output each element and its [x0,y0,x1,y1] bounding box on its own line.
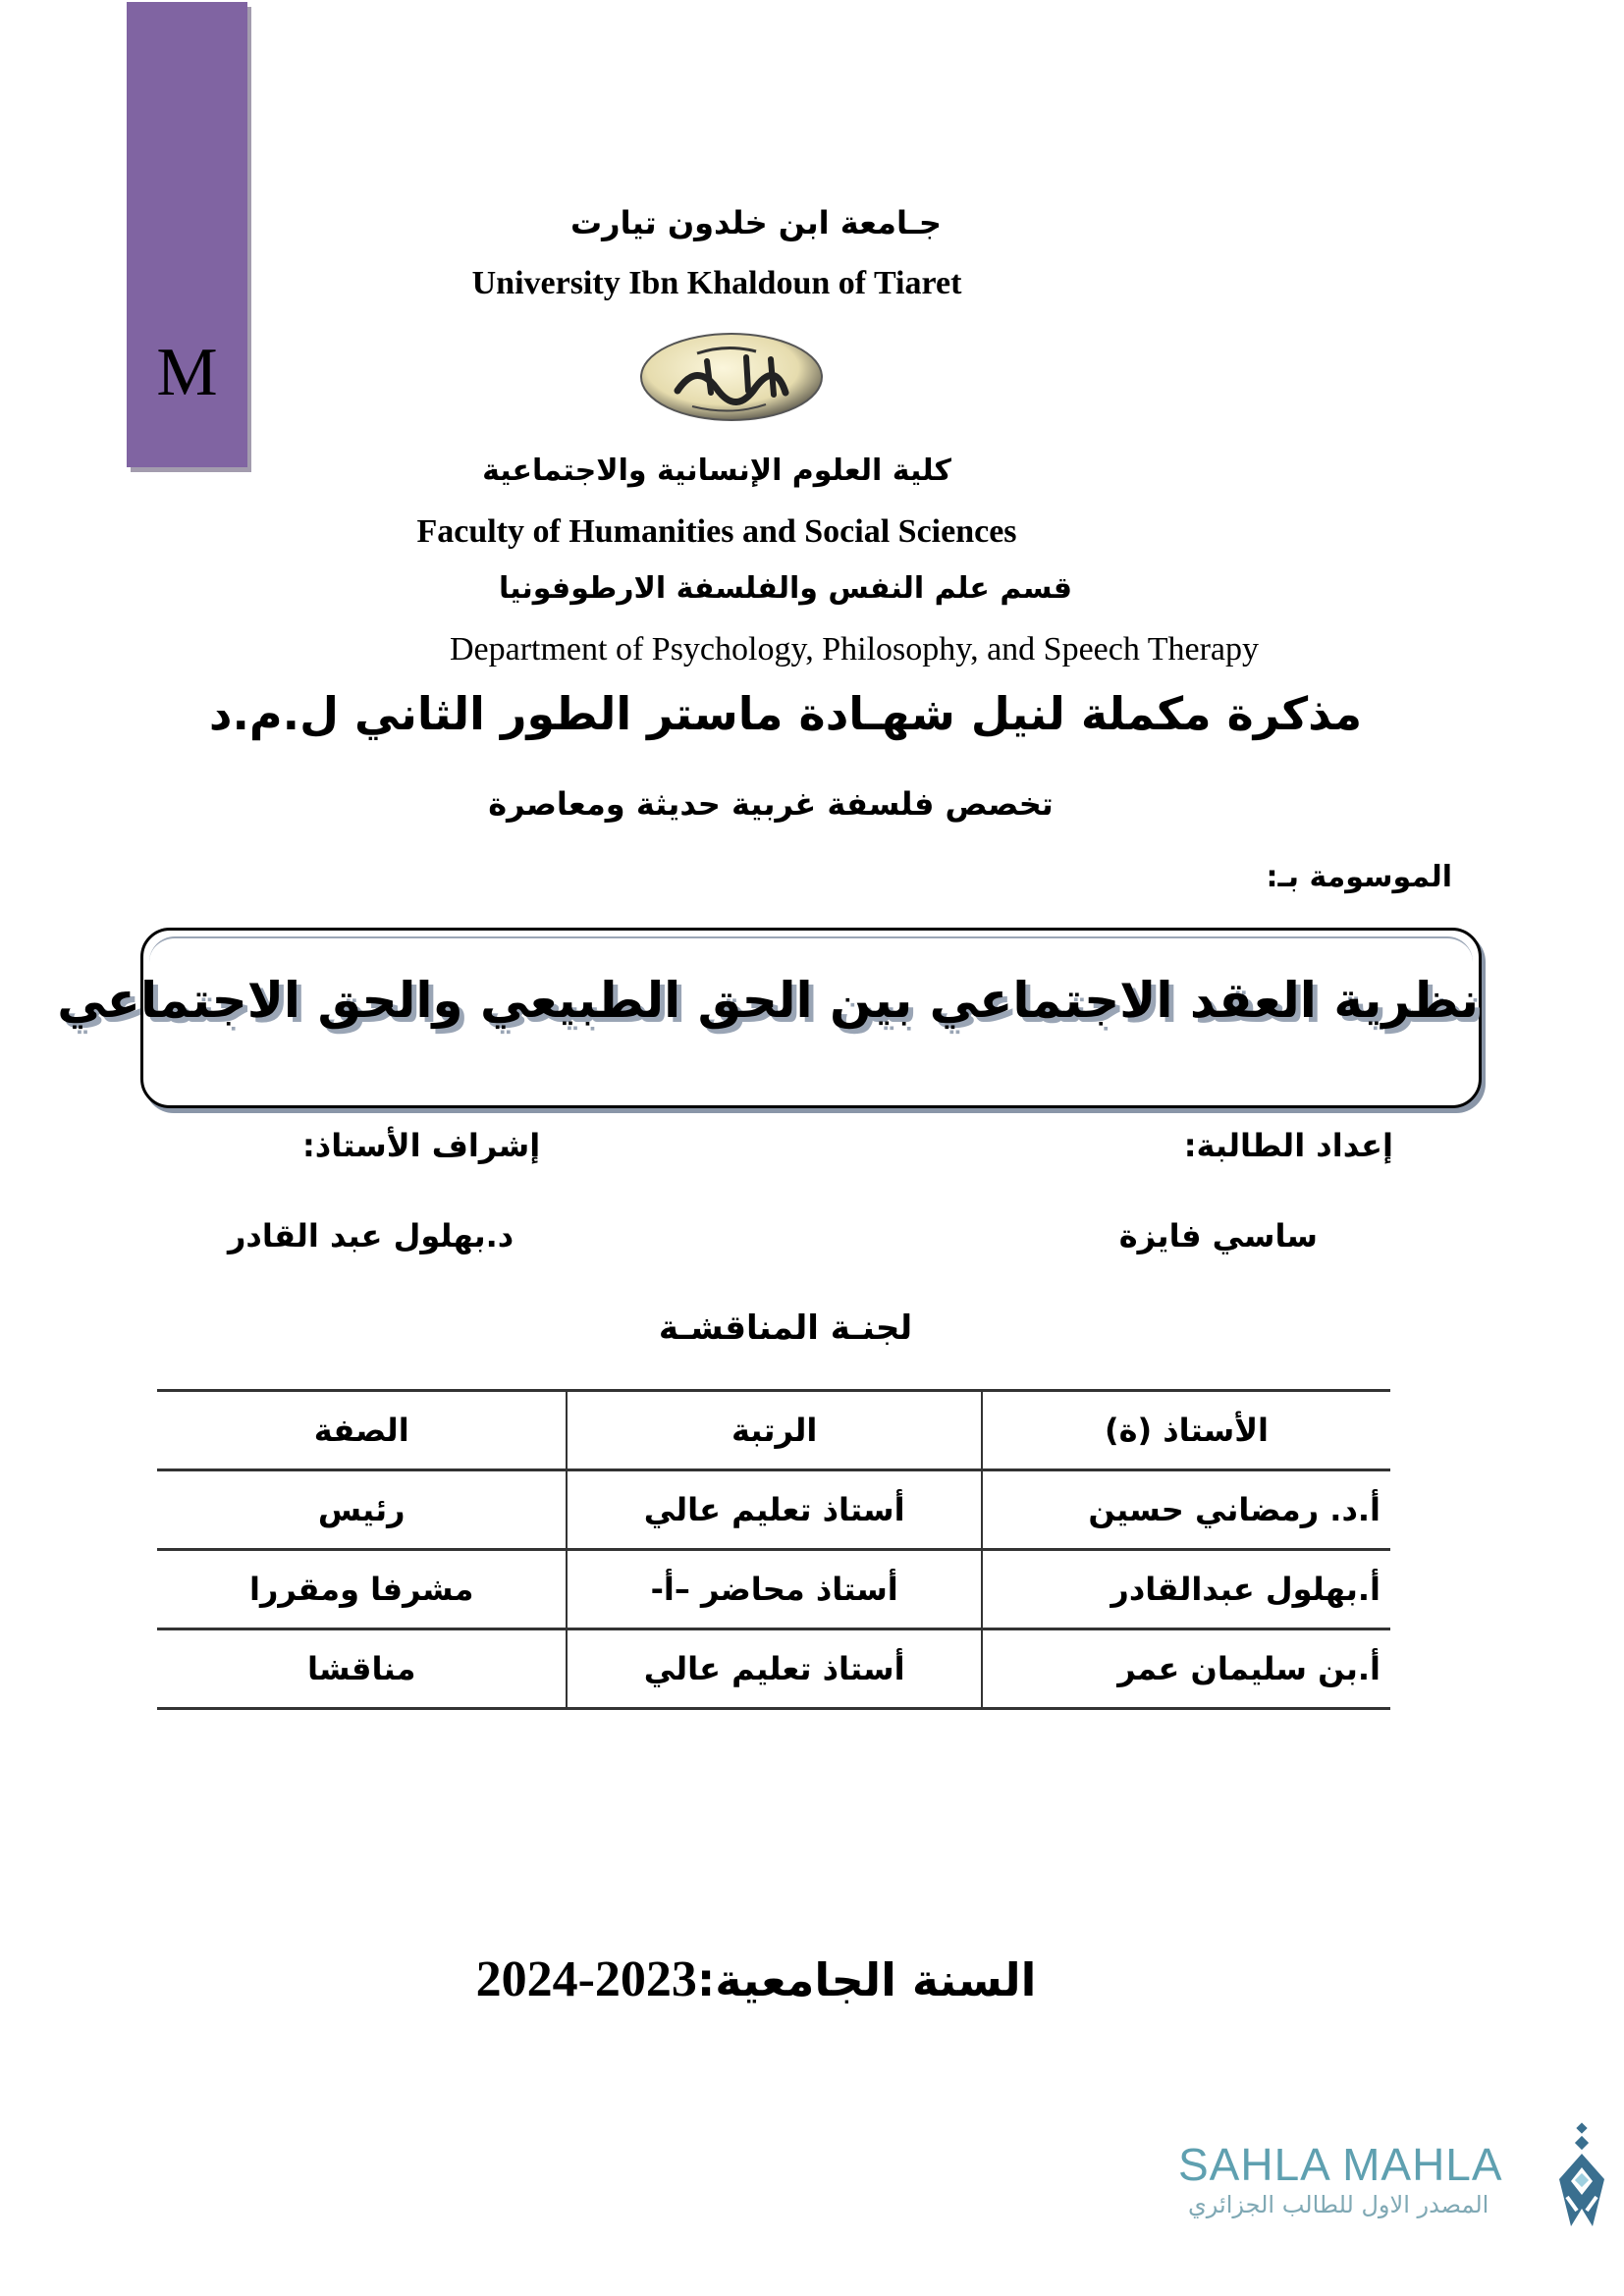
academic-year-label: السنة الجامعية: [696,1953,1037,2006]
cell-role: رئيس [157,1470,567,1550]
supervisor-name: د.بهلول عبد القادر [228,1217,514,1255]
academic-year-value: 2024-2023 [475,1951,697,2007]
side-band-letter: M [156,335,218,410]
department-name-en: Department of Psychology, Philosophy, and Speech Therapy [449,631,1260,667]
degree-statement: مذكرة مكملة لنيل شهـادة ماستر الطور الثاني ل.م.د [208,687,1363,740]
table-header-row [157,1391,1390,1470]
cell-professor: أ.د. رمضاني حسين [982,1470,1390,1550]
university-seal-icon [638,332,825,422]
table-row [157,1629,1390,1709]
thesis-title-box [57,928,1482,1108]
header-rank: الرتبة [567,1391,982,1470]
prepared-by-label: إعداد الطالبة: [1183,1127,1393,1164]
watermark-brand: SAHLA MAHLA [1178,2139,1503,2190]
sahla-mahla-watermark [1178,2120,1610,2238]
supervisor-label: إشراف الأستاذ: [302,1127,541,1164]
cell-professor: أ.بهلول عبدالقادر [982,1550,1390,1629]
titled-by-label: الموسومة بـ: [1266,860,1452,894]
cell-professor: أ.بن سليمان عمر [982,1629,1390,1709]
student-name: ساسي فايزة [1118,1217,1318,1255]
table-row [157,1550,1390,1629]
academic-year [0,1950,1512,2008]
specialty: تخصص فلسفة غربية حديثة ومعاصرة [488,785,1054,823]
cell-rank: أستاذ تعليم عالي [567,1629,982,1709]
table-row [157,1470,1390,1550]
committee-table [157,1389,1390,1710]
faculty-name-en: Faculty of Humanities and Social Sciences [416,513,1017,550]
thesis-title: نظرية العقد الاجتماعي بين الحق الطبيعي والحق الاجتماعي [57,972,1479,1029]
committee-title: لجنـة المناقشـة [658,1308,913,1348]
cell-rank: أستاذ تعليم عالي [567,1470,982,1550]
header-role: الصفة [157,1391,567,1470]
header-professor: الأستاذ (ة) [982,1391,1390,1470]
department-name-ar: قسم علم النفس والفلسفة الارطوفونيا [498,571,1073,606]
cell-role: مناقشا [157,1629,567,1709]
university-name-ar: جـامعة ابن خلدون تيارت [570,204,942,241]
cell-role: مشرفا ومقررا [157,1550,567,1629]
cell-rank: أستاذ محاضر –أ- [567,1550,982,1629]
sahla-mahla-logo-icon [1553,2120,1610,2238]
faculty-name-ar: كلية العلوم الإنسانية والاجتماعية [482,454,951,488]
watermark-tagline: المصدر الاول للطالب الجزائري [1188,2191,1489,2218]
university-name-en: University Ibn Khaldoun of Tiaret [471,265,962,301]
